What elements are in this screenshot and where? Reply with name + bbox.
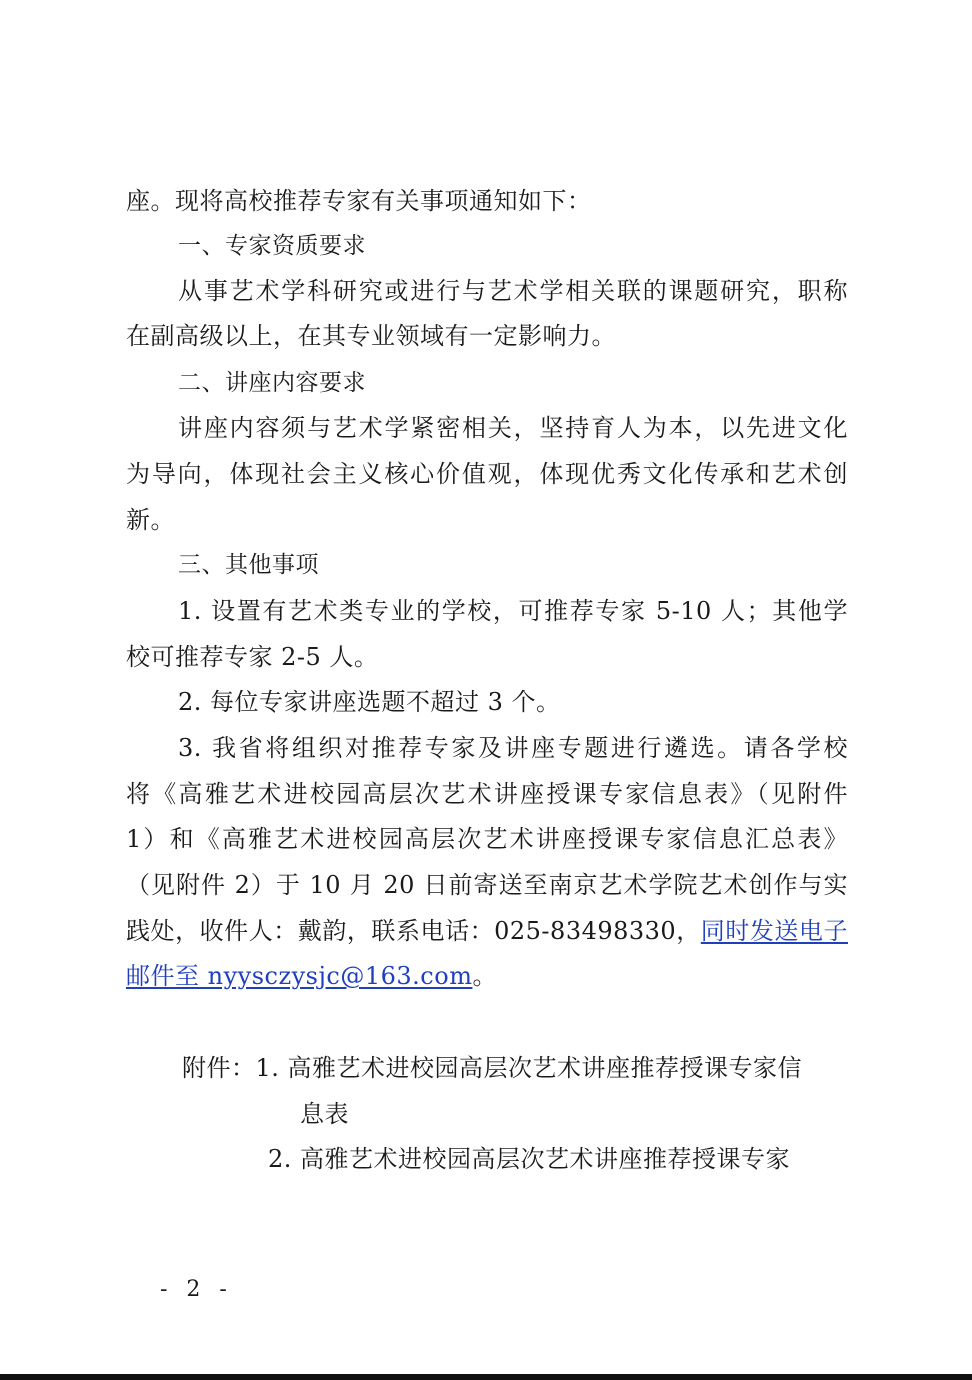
- email-link-part-1[interactable]: 同时发送电子: [700, 917, 849, 945]
- attachment-line-a: 附件：1. 高雅艺术进校园高层次艺术讲座推荐授课专家信: [182, 1054, 803, 1082]
- section-1-line-a: 从事艺术学科研究或进行与艺术学相关联的课题研究，职称: [178, 277, 848, 305]
- item-3-line-d: （见附件 2）于 10 月 20 日前寄送至南京艺术学院艺术创作与实: [126, 871, 848, 899]
- section-2-line-a: 讲座内容须与艺术学紧密相关，坚持育人为本，以先进文化: [178, 414, 848, 442]
- section-2-heading: 二、讲座内容要求: [178, 370, 366, 396]
- email-link-part-2[interactable]: 邮件至 nyysczysjc@163.com: [126, 962, 473, 990]
- contact-text: 践处，收件人：戴韵，联系电话：025-83498330，: [126, 917, 701, 945]
- section-2-line-c: 新。: [126, 506, 175, 534]
- section-3-heading: 三、其他事项: [178, 552, 319, 578]
- item-3-line-a: 3. 我省将组织对推荐专家及讲座专题进行遴选。请各学校: [178, 734, 848, 762]
- item-2-line: 2. 每位专家讲座选题不超过 3 个。: [178, 688, 561, 716]
- item-3-line-b: 将《高雅艺术进校园高层次艺术讲座授课专家信息表》（见附件: [126, 780, 848, 808]
- item-3-line-c: 1）和《高雅艺术进校园高层次艺术讲座授课专家信息汇总表》: [126, 825, 848, 853]
- section-1-line-b: 在副高级以上，在其专业领域有一定影响力。: [126, 322, 616, 350]
- intro-line: 座。现将高校推荐专家有关事项通知如下：: [126, 187, 592, 215]
- section-2-line-b: 为导向，体现社会主义核心价值观，体现优秀文化传承和艺术创: [126, 460, 848, 488]
- page-number: - 2 -: [160, 1277, 233, 1302]
- section-1-heading: 一、专家资质要求: [178, 233, 366, 259]
- item-1-line-a: 1. 设置有艺术类专业的学校，可推荐专家 5-10 人；其他学: [178, 597, 848, 625]
- item-3-line-e: [126, 916, 848, 946]
- item-1-line-b: 校可推荐专家 2-5 人。: [126, 643, 379, 671]
- attachment-line-c: 2. 高雅艺术进校园高层次艺术讲座推荐授课专家: [268, 1145, 791, 1173]
- attachment-line-b: 息表: [300, 1100, 349, 1128]
- period-text: 。: [472, 962, 497, 990]
- bottom-border: [0, 1374, 972, 1380]
- item-3-line-f: [126, 961, 848, 991]
